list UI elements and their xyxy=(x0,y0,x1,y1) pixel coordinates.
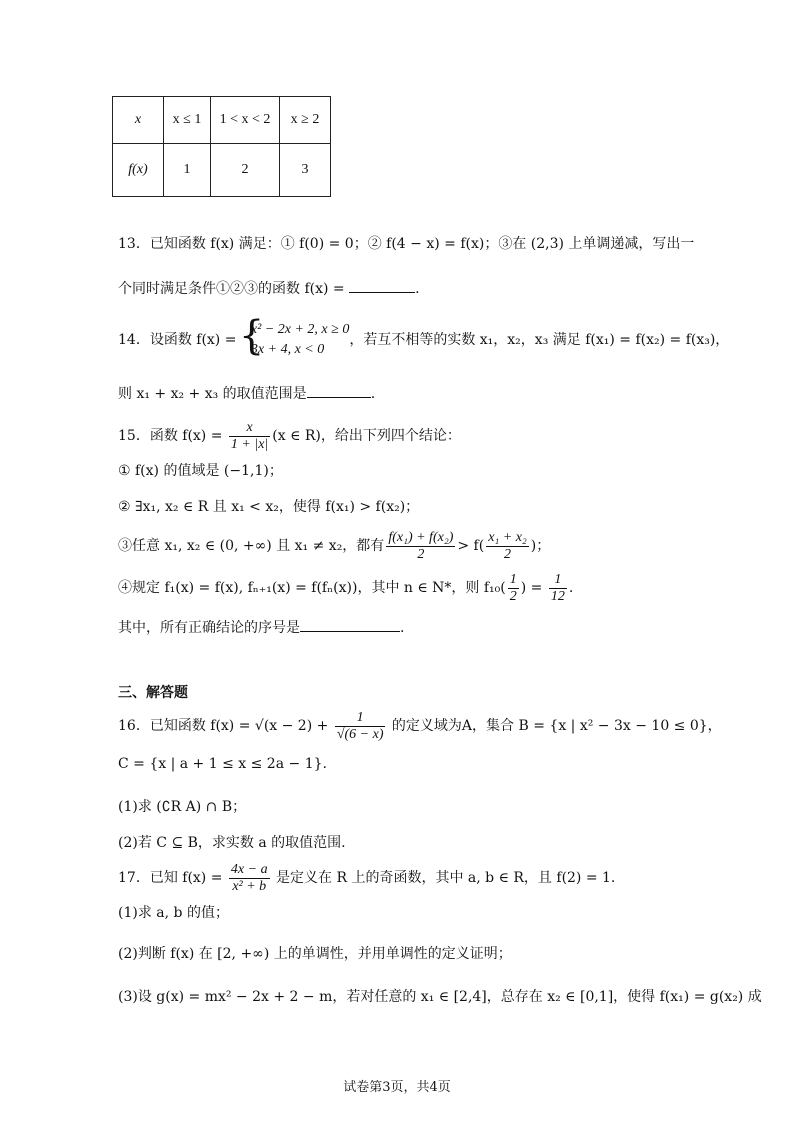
piecewise-system xyxy=(241,320,349,360)
answer-blank xyxy=(349,278,415,293)
q17-text: 是定义在 R 上的奇函数，其中 a, b ∈ R，且 f(2) = 1. xyxy=(271,870,616,886)
table-cell: 1 xyxy=(164,144,211,197)
table-cell: 2 xyxy=(211,144,280,197)
q17-part2: (2)判断 f(x) 在 [2, +∞) 上的单调性，并用单调性的定义证明； xyxy=(118,946,512,962)
table-value-row xyxy=(113,144,331,197)
q15-conclusion-4 xyxy=(118,570,573,606)
q16-part2: (2)若 C ⊆ B，求实数 a 的取值范围. xyxy=(118,835,346,851)
piecewise-case-1: { x² − 2x + 2, x ≥ 0 xyxy=(250,322,350,337)
fraction-numerator: 1 xyxy=(509,571,517,587)
fraction-denominator: 2 xyxy=(503,546,511,562)
q16-line2: C = {x | a + 1 ≤ x ≤ 2a − 1}. xyxy=(118,756,327,772)
answer-blank xyxy=(307,383,371,398)
q13-line2-text: 个同时满足条件①②③的函数 f(x) = xyxy=(118,281,350,297)
q15-c3-text: )； xyxy=(530,538,551,554)
q14-line2-text: 则 x₁ + x₂ + x₃ 的取值范围是 xyxy=(118,386,307,402)
q15-intro-b: (x ∈ R)，给出下列四个结论： xyxy=(272,428,461,444)
q17-part3: (3)设 g(x) = mx² − 2x + 2 − m，若对任意的 x₁ ∈ [2,4]，总存在 x₂ ∈ [0,1]，使得 f(x₁) = g(x₂) 成 xyxy=(118,989,762,1005)
table-cell: x ≥ 2 xyxy=(280,97,331,144)
q15-period: . xyxy=(400,620,405,636)
table-header-row xyxy=(113,97,331,144)
q14-line1 xyxy=(118,318,729,362)
table-cell: 3 xyxy=(280,144,331,197)
q15-conclusion-2: ② ∃x₁, x₂ ∈ R 且 x₁ < x₂，使得 f(x₁) > f(x₂)； xyxy=(118,499,420,515)
page-footer: 试卷第3页，共4页 xyxy=(343,1080,451,1095)
fraction-denominator: 1 + |x| xyxy=(230,436,269,452)
fraction-numerator: 1 xyxy=(335,710,386,727)
q16-text: 的定义域为A，集合 B = {x | x² − 3x − 10 ≤ 0}， xyxy=(387,718,722,734)
fraction-numerator: 4x − a xyxy=(230,861,268,877)
fraction xyxy=(508,572,519,605)
table-cell: f(x) xyxy=(113,144,164,197)
fraction-denominator: √(6 − x) xyxy=(336,726,384,742)
q17-line1 xyxy=(118,860,615,896)
q16-part1: (1)求 (∁R A) ∩ B； xyxy=(118,799,247,815)
fraction xyxy=(229,862,270,895)
q15-intro xyxy=(118,418,461,454)
table-cell: x xyxy=(113,97,164,144)
q17-part1: (1)求 a, b 的值； xyxy=(118,905,229,921)
fraction-denominator: x² + b xyxy=(232,878,267,894)
q15-ask-text: 其中，所有正确结论的序号是 xyxy=(118,620,300,636)
q15-c3-text: > f( xyxy=(457,538,485,554)
fraction-numerator: x xyxy=(229,420,270,437)
piecewise-case-2: 3x + 4, x < 0 xyxy=(250,342,325,357)
fraction-denominator: 12 xyxy=(550,588,565,604)
fraction-numerator: x₁ + x₂ xyxy=(488,529,527,545)
value-table xyxy=(112,96,331,197)
q16-text: 16．已知函数 f(x) = √(x − 2) + xyxy=(118,718,333,734)
fraction-denominator: 2 xyxy=(509,588,517,604)
table-cell: x ≤ 1 xyxy=(164,97,211,144)
q15-c4-text: ④规定 f₁(x) = f(x), fₙ₊₁(x) = f(fₙ(x))，其中 n ∈ N*，则 f₁₀( xyxy=(118,580,506,596)
q15-conclusion-3 xyxy=(118,528,550,564)
table-cell: 1 < x < 2 xyxy=(211,97,280,144)
fraction-numerator: 1 xyxy=(549,572,567,589)
fraction-numerator: f(x₁) + f(x₂) xyxy=(388,529,454,545)
section-heading: 三、解答题 xyxy=(118,685,188,701)
q14-period: . xyxy=(370,386,376,402)
fraction xyxy=(335,710,386,743)
q14-prefix: 14．设函数 f(x) = xyxy=(118,332,241,348)
fraction xyxy=(386,530,455,563)
q15-c4-text: . xyxy=(568,580,574,596)
fraction xyxy=(549,572,567,605)
q15-ask xyxy=(118,617,404,638)
fraction xyxy=(229,420,270,453)
q14-suffix: ，若互不相等的实数 x₁，x₂，x₃ 满足 f(x₁) = f(x₂) = f(x₃)， xyxy=(349,332,730,348)
q17-text: 17．已知 f(x) = xyxy=(118,870,227,886)
q15-c4-text: ) = xyxy=(520,580,547,596)
q14-line2 xyxy=(118,383,375,404)
fraction-denominator: 2 xyxy=(417,546,425,562)
fraction xyxy=(486,530,529,563)
answer-blank xyxy=(300,617,400,632)
q13-line2 xyxy=(118,278,420,299)
q13-period: . xyxy=(415,281,420,297)
q15-intro-a: 15．函数 f(x) = xyxy=(118,428,227,444)
q15-conclusion-1: ① f(x) 的值域是 (−1,1)； xyxy=(118,463,283,479)
q15-c3-text: ③任意 x₁, x₂ ∈ (0, +∞) 且 x₁ ≠ x₂，都有 xyxy=(118,538,385,554)
q13-line1: 13．已知函数 f(x) 满足：① f(0) = 0；② f(4 − x) = f(x)；③在 (2,3) 上单调递减，写出一 xyxy=(118,236,695,252)
q16-line1 xyxy=(118,706,722,746)
